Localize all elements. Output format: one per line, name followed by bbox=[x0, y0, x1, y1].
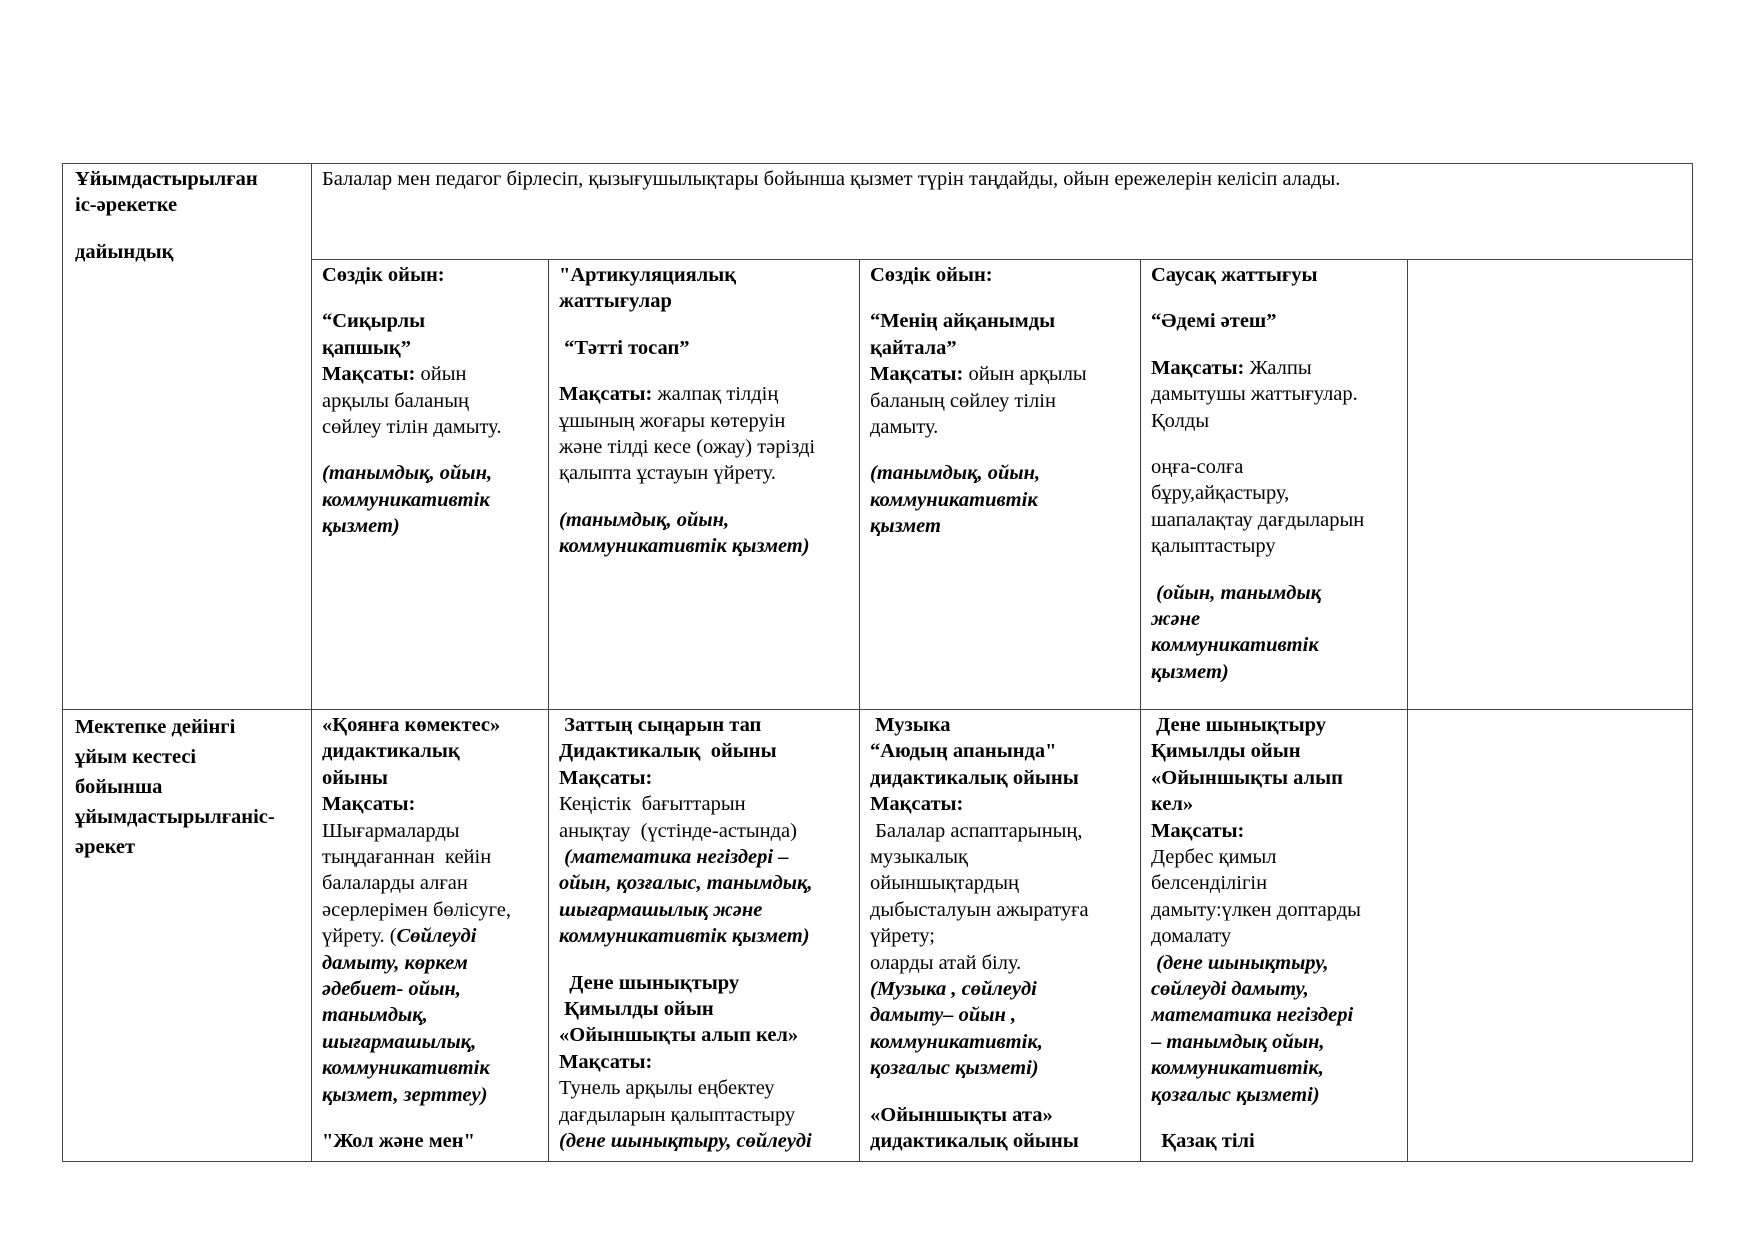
table-line-summary-bottom bbox=[311, 259, 1693, 260]
goal-text: дағдыларын қалыптастыру bbox=[559, 1103, 796, 1126]
activity-areas: (ойын, танымдық bbox=[1151, 581, 1322, 604]
goal-label: Мақсаты: bbox=[322, 363, 416, 386]
row1-empty-cell bbox=[1418, 262, 1688, 706]
goal-label: Мақсаты: bbox=[870, 793, 964, 816]
game-name: “Тәтті тосап” bbox=[559, 336, 690, 359]
goal-text: дамыту. bbox=[870, 416, 939, 439]
goal-text: қалыпта ұстауын үйрету. bbox=[559, 462, 776, 485]
activity-areas: математика негіздері bbox=[1151, 1004, 1354, 1027]
row2-label-line: ұйымдастырылғаніс- bbox=[75, 806, 275, 828]
goal-text: Кеңістік бағыттарын bbox=[559, 793, 746, 816]
activity-title: Қазақ тілі bbox=[1151, 1130, 1255, 1153]
activity-areas: қызмет, зерттеу) bbox=[322, 1083, 488, 1106]
goal-line bbox=[559, 381, 855, 407]
row2-label-line: әрекет bbox=[75, 836, 136, 858]
goal-text: белсенділігін bbox=[1151, 872, 1268, 895]
activity-title: кел» bbox=[1151, 793, 1194, 816]
activity-title: дидактикалық bbox=[322, 740, 460, 763]
activity-title: ойыны bbox=[322, 766, 388, 789]
goal-text: үйрету. ( bbox=[322, 925, 397, 948]
activity-title: дидактикалық ойыны bbox=[870, 766, 1079, 789]
goal-text: бұру,айқастыру, bbox=[1151, 482, 1290, 505]
table-col-divider-4 bbox=[1140, 259, 1141, 1162]
activity-areas: (математика негіздері – bbox=[559, 846, 789, 869]
goal-text: домалату bbox=[1151, 925, 1232, 948]
goal-label: Мақсаты: bbox=[559, 1050, 653, 1073]
goal-text: және тілді кесе (ожау) тәрізді bbox=[559, 436, 816, 459]
goal-line bbox=[1151, 355, 1403, 381]
game-name: “Сиқырлы bbox=[322, 310, 426, 333]
activity-areas: коммуникативтік bbox=[1151, 634, 1319, 657]
goal-line bbox=[322, 923, 544, 949]
row2-empty-cell bbox=[1418, 712, 1688, 1158]
row2-activity-cell-1 bbox=[322, 712, 544, 1158]
game-name: қайтала” bbox=[870, 336, 957, 359]
goal-text: балаларды алған bbox=[322, 872, 468, 895]
activity-title: дидактикалық ойыны bbox=[870, 1130, 1079, 1153]
activity-title: Дене шынықтыру bbox=[559, 971, 740, 994]
goal-text: Шығармаларды bbox=[322, 819, 460, 842]
goal-line bbox=[322, 361, 544, 387]
activity-title: «Ойыншықты алып кел» bbox=[559, 1024, 799, 1047]
goal-text: Тунель арқылы еңбектеу bbox=[559, 1077, 775, 1100]
activity-title: Музыка bbox=[870, 714, 951, 736]
row2-label-line: бойынша bbox=[75, 776, 163, 798]
goal-text: сөйлеу тілін дамыту. bbox=[322, 416, 502, 439]
goal-label: Мақсаты: bbox=[322, 793, 416, 816]
activity-areas: Сөйлеуді bbox=[396, 925, 477, 948]
goal-text: ойын bbox=[415, 363, 467, 386]
activity-title: «Қоянға көмектес» bbox=[322, 714, 501, 736]
activity-title: Дидактикалық ойыны bbox=[559, 740, 777, 763]
goal-text: музыкалық bbox=[870, 846, 968, 869]
row2-activity-cell-2 bbox=[559, 712, 855, 1158]
table-border-bottom bbox=[62, 1161, 1693, 1162]
goal-text: шапалақтау дағдыларын bbox=[1151, 508, 1365, 531]
activity-title: "Артикуляциялық bbox=[559, 264, 737, 286]
row2-activity-cell-4 bbox=[1151, 712, 1403, 1158]
activity-areas: (Музыка , сөйлеуді bbox=[870, 978, 1037, 1001]
goal-text: дамыту:үлкен доптарды bbox=[1151, 898, 1361, 921]
goal-text: Балалар аспаптарының, bbox=[870, 819, 1083, 842]
goal-text: ойын арқылы bbox=[963, 363, 1087, 386]
goal-text: ойыншықтардың bbox=[870, 872, 1019, 895]
goal-text: дамытушы жаттығулар. bbox=[1151, 383, 1358, 406]
activity-areas: (танымдық, ойын, bbox=[559, 508, 730, 531]
game-name: “Менің айқанымды bbox=[870, 310, 1056, 333]
activity-areas: ойын, қозғалыс, танымдық, bbox=[559, 872, 813, 895]
row1-activity-cell-2 bbox=[559, 262, 855, 560]
goal-text: Қолды bbox=[1151, 409, 1210, 432]
row1-label-cell bbox=[75, 166, 307, 265]
row1-summary-cell bbox=[322, 166, 1682, 192]
table-border-right bbox=[1692, 163, 1693, 1162]
activity-title: Дене шынықтыру bbox=[1151, 714, 1327, 736]
activity-areas: дамыту, көркем bbox=[322, 951, 468, 974]
row2-label-cell bbox=[75, 712, 307, 862]
table-border-top bbox=[62, 163, 1693, 164]
table-col-divider-2 bbox=[548, 259, 549, 1162]
activity-title: Сөздік ойын: bbox=[322, 264, 445, 286]
activity-areas: қозғалыс қызметі) bbox=[1151, 1083, 1320, 1106]
goal-text: үйрету; bbox=[870, 925, 935, 948]
activity-title: "Жол және мен" bbox=[322, 1130, 475, 1153]
activity-title: «Ойыншықты алып bbox=[1151, 766, 1343, 789]
goal-text: оларды атай білу. bbox=[870, 951, 1022, 974]
goal-text: тыңдағаннан кейін bbox=[322, 846, 492, 869]
activity-areas: – танымдық ойын, bbox=[1151, 1030, 1325, 1053]
activity-areas: дамыту– ойын , bbox=[870, 1004, 1017, 1027]
goal-text: жалпақ тілдің bbox=[652, 383, 779, 406]
row2-activity-cell-3 bbox=[870, 712, 1136, 1158]
activity-areas: (танымдық, ойын, bbox=[870, 462, 1041, 485]
activity-areas: сөйлеуді дамыту, bbox=[1151, 978, 1309, 1001]
goal-text: баланың сөйлеу тілін bbox=[870, 389, 1056, 412]
goal-text: Жалпы bbox=[1244, 356, 1312, 379]
goal-label: Мақсаты: bbox=[1151, 356, 1245, 379]
goal-label: Мақсаты: bbox=[870, 363, 964, 386]
activity-areas: танымдық, bbox=[322, 1004, 428, 1027]
activity-title: «Ойыншықты ата» bbox=[870, 1103, 1053, 1126]
table-col-divider-3 bbox=[859, 259, 860, 1162]
table-line-row-divider bbox=[62, 709, 1693, 710]
goal-text: Дербес қимыл bbox=[1151, 846, 1277, 869]
activity-areas: шығармашылық және bbox=[559, 898, 763, 921]
activity-title: “Аюдың апанында" bbox=[870, 740, 1057, 763]
activity-areas: қызмет) bbox=[1151, 660, 1229, 683]
activity-title: Қимылды ойын bbox=[559, 998, 714, 1021]
row2-label-line: Мектепке дейінгі bbox=[75, 716, 236, 738]
goal-text: ұшының жоғары көтеруін bbox=[559, 409, 786, 432]
activity-title: Заттың сыңарын тап bbox=[559, 714, 762, 736]
row1-activity-cell-3 bbox=[870, 262, 1136, 540]
activity-areas: коммуникативтік bbox=[322, 488, 490, 511]
goal-text: арқылы баланың bbox=[322, 389, 469, 412]
activity-title: жаттығулар bbox=[559, 290, 672, 313]
activity-areas: (дене шынықтыру, сөйлеуді bbox=[559, 1130, 812, 1153]
goal-label: Мақсаты: bbox=[1151, 819, 1245, 842]
game-name: “Әдемі әтеш” bbox=[1151, 310, 1277, 333]
goal-line bbox=[870, 361, 1136, 387]
activity-areas: коммуникативтік, bbox=[1151, 1057, 1324, 1080]
activity-areas: коммуникативтік, bbox=[870, 1030, 1043, 1053]
row1-summary-text: Балалар мен педагог бірлесіп, қызығушылықтары бойынша қызмет түрін таңдайды, ойын ережелерін келісіп алады. bbox=[322, 168, 1341, 190]
activity-areas: шығармашылық, bbox=[322, 1030, 477, 1053]
activity-areas: әдебиет- ойын, bbox=[322, 978, 461, 1001]
row1-label-line: дайындық bbox=[75, 240, 174, 263]
activity-title: Саусақ жаттығуы bbox=[1151, 264, 1318, 286]
activity-areas: (танымдық, ойын, bbox=[322, 462, 493, 485]
activity-title: Сөздік ойын: bbox=[870, 264, 993, 286]
row1-label-line: Ұйымдастырылған bbox=[75, 168, 258, 190]
activity-areas: коммуникативтік қызмет) bbox=[559, 535, 810, 558]
row2-label-line: ұйым кестесі bbox=[75, 746, 197, 768]
row1-activity-cell-1 bbox=[322, 262, 544, 540]
table-col-divider-1 bbox=[311, 163, 312, 1162]
goal-text: анықтау (үстінде-астында) bbox=[559, 819, 797, 842]
activity-areas: (дене шынықтыру, bbox=[1151, 951, 1329, 974]
goal-text: қалыптастыру bbox=[1151, 535, 1276, 558]
goal-text: әсерлерімен бөлісуге, bbox=[322, 898, 512, 921]
row1-activity-cell-4 bbox=[1151, 262, 1403, 685]
goal-label: Мақсаты: bbox=[559, 766, 653, 789]
activity-areas: қызмет bbox=[870, 515, 941, 538]
activity-areas: коммуникативтік bbox=[322, 1057, 490, 1080]
game-name: қапшық” bbox=[322, 336, 411, 359]
activity-areas: коммуникативтік қызмет) bbox=[559, 925, 810, 948]
table-border-left bbox=[62, 163, 63, 1162]
activity-title: Қимылды ойын bbox=[1151, 740, 1301, 763]
goal-label: Мақсаты: bbox=[559, 383, 653, 406]
table-col-divider-5 bbox=[1407, 259, 1408, 1162]
activity-areas: коммуникативтік bbox=[870, 488, 1038, 511]
activity-areas: және bbox=[1151, 608, 1201, 631]
goal-text: оңға-солға bbox=[1151, 456, 1244, 479]
activity-areas: қызмет) bbox=[322, 515, 400, 538]
goal-text: дыбысталуын ажыратуға bbox=[870, 898, 1089, 921]
row1-label-line: іс-әрекетке bbox=[75, 194, 178, 217]
activity-areas: қозғалыс қызметі) bbox=[870, 1057, 1039, 1080]
